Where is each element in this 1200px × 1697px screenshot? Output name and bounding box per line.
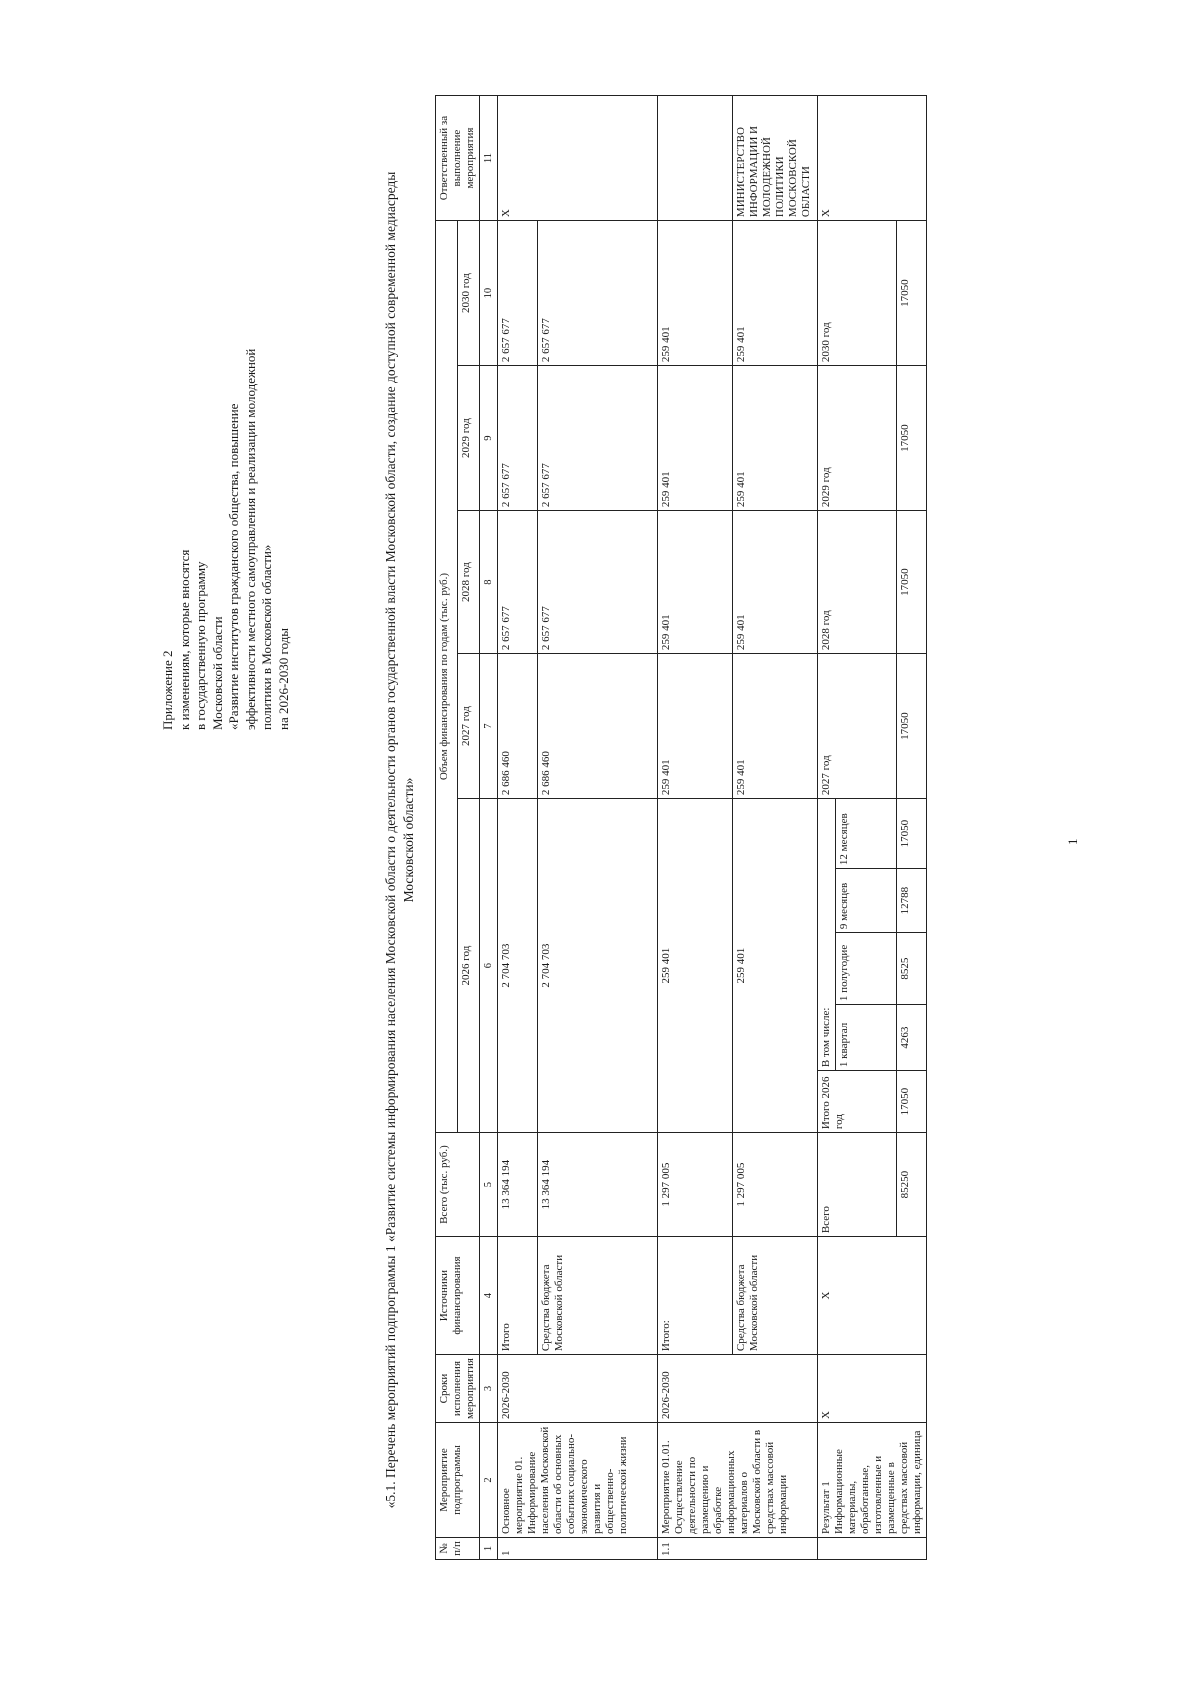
row-2030: 2 657 677 [538, 221, 658, 366]
row-2026: 259 401 [658, 799, 733, 1133]
table-row [733, 96, 818, 1560]
table-header-row [436, 96, 458, 1560]
row-2030: 259 401 [658, 221, 733, 366]
row-total: 13 364 194 [538, 1133, 658, 1237]
col-number: 1 [480, 1538, 498, 1560]
row-2027: 259 401 [658, 654, 733, 799]
row-2026: 2 704 703 [498, 799, 538, 1133]
row-responsible-blank [658, 96, 733, 221]
result-h1: 8525 [897, 933, 927, 1005]
result-itogo: 17050 [897, 1071, 927, 1133]
header-term: Сроки исполнения мероприятия [436, 1355, 480, 1423]
result-2028-label: 2028 год [818, 511, 897, 654]
header-year-2027: 2027 год [458, 654, 480, 799]
appendix-note [160, 130, 292, 730]
col-number: 5 [480, 1133, 498, 1237]
result-2027-label: 2027 год [818, 654, 897, 799]
header-funding: Объем финансирования по годам (тыс. руб.) [436, 221, 458, 1133]
row-num: 1 [498, 1538, 658, 1560]
row-2027: 2 686 460 [538, 654, 658, 799]
col-number: 4 [480, 1237, 498, 1355]
appendix-line: в государственную программу [193, 561, 208, 730]
result-9m-label: 9 месяцев [836, 869, 897, 933]
table-row [658, 96, 733, 1560]
header-year-2029: 2029 год [458, 366, 480, 511]
row-num-blank [818, 1538, 927, 1560]
row-2029: 2 657 677 [538, 366, 658, 511]
row-2026: 259 401 [733, 799, 818, 1133]
page-number: 1 [1065, 838, 1080, 845]
col-number: 6 [480, 799, 498, 1133]
row-responsible: МИНИСТЕРСТВО ИНФОРМАЦИИ И МОЛОДЕЖНОЙ ПОЛИТИКИ МОСКОВСКОЙ ОБЛАСТИ [733, 96, 818, 221]
row-2029: 2 657 677 [498, 366, 538, 511]
row-2027: 2 686 460 [498, 654, 538, 799]
row-term: Х [818, 1355, 927, 1423]
row-term: 2026-2030 [658, 1355, 818, 1423]
row-source: Средства бюджета Московской области [538, 1237, 658, 1355]
header-total: Всего (тыс. руб.) [436, 1133, 480, 1237]
table-row [538, 96, 658, 1560]
row-source: Х [818, 1237, 927, 1355]
appendix-line: эффективности местного самоуправления и реализации молодежной [242, 348, 258, 730]
row-source: Итого: [658, 1237, 733, 1355]
result-9m: 12788 [897, 869, 927, 933]
col-number: 11 [480, 96, 498, 221]
col-number: 7 [480, 654, 498, 799]
result-incl-label: В том числе: [818, 799, 836, 1071]
row-total: 13 364 194 [498, 1133, 538, 1237]
row-2029: 259 401 [733, 366, 818, 511]
row-2028: 259 401 [658, 511, 733, 654]
result-row [818, 96, 836, 1560]
row-2029: 259 401 [658, 366, 733, 511]
result-total-label: Всего [818, 1133, 897, 1237]
row-measure: Результат 1 Информационные материалы, обработанные, изготовленные и размещенные в средствах массовой информации, единица [818, 1423, 927, 1538]
row-responsible: Х [818, 96, 927, 221]
header-year-2028: 2028 год [458, 511, 480, 654]
appendix-line: Приложение 2 [160, 650, 175, 730]
row-2028: 259 401 [733, 511, 818, 654]
result-2027: 17050 [897, 654, 927, 799]
appendix-line: политики в Московской области» [259, 544, 274, 730]
row-total: 1 297 005 [658, 1133, 733, 1237]
row-measure: Основное мероприятие 01. Информирование населения Московской области об основных событиях социально-экономического развития и общественно-политической жизни [498, 1423, 658, 1538]
row-measure: Мероприятие 01.01. Осуществление деятельности по размещению и обработке информационных материалов о Московской области в средствах массовой информации [658, 1423, 818, 1538]
result-q1: 4263 [897, 1005, 927, 1071]
row-source: Итого [498, 1237, 538, 1355]
landscape-page [90, 80, 1110, 1580]
result-12m: 17050 [897, 799, 927, 869]
result-q1-label: 1 квартал [836, 1005, 897, 1071]
result-2029-label: 2029 год [818, 366, 897, 511]
header-measure: Мероприятие подпрограммы [436, 1423, 480, 1538]
column-number-row [480, 96, 498, 1560]
col-number: 3 [480, 1355, 498, 1423]
header-responsible: Ответственный за выполнение мероприятия [436, 96, 480, 221]
appendix-line: Московской области [209, 616, 225, 730]
appendix-line: к изменениям, которые вносятся [176, 549, 192, 730]
header-source: Источники финансирования [436, 1237, 480, 1355]
header-num: № п/п [436, 1538, 480, 1560]
col-number: 10 [480, 221, 498, 366]
col-number: 8 [480, 511, 498, 654]
appendix-line: «Развитие институтов гражданского общества, повышение [226, 403, 241, 730]
result-2030-label: 2030 год [818, 221, 897, 366]
result-2028: 17050 [897, 511, 927, 654]
result-total: 85250 [897, 1133, 927, 1237]
col-number: 2 [480, 1423, 498, 1538]
row-2028: 2 657 677 [538, 511, 658, 654]
row-2030: 2 657 677 [498, 221, 538, 366]
result-2030: 17050 [897, 221, 927, 366]
appendix-line: на 2026-2030 годы [275, 627, 291, 730]
result-12m-label: 12 месяцев [836, 799, 897, 869]
measures-table [435, 95, 927, 1560]
header-year-2030: 2030 год [458, 221, 480, 366]
row-2028: 2 657 677 [498, 511, 538, 654]
result-h1-label: 1 полугодие [836, 933, 897, 1005]
row-total: 1 297 005 [733, 1133, 818, 1237]
section-title: «5.1. Перечень мероприятий подпрограммы 1 «Развитие системы информирования населения Московской области о деятельности органов государственной власти Московской области, создание доступной современной медиасреды Московской области» [383, 171, 416, 1509]
row-2027: 259 401 [733, 654, 818, 799]
result-2029: 17050 [897, 366, 927, 511]
row-2026: 2 704 703 [538, 799, 658, 1133]
row-2030: 259 401 [733, 221, 818, 366]
row-num: 1.1 [658, 1538, 818, 1560]
row-term: 2026-2030 [498, 1355, 658, 1423]
row-responsible: Х [498, 96, 658, 221]
col-number: 9 [480, 366, 498, 511]
table-row [498, 96, 538, 1560]
row-source: Средства бюджета Московской области [733, 1237, 818, 1355]
result-itogo-label: Итого 2026 год [818, 1071, 897, 1133]
header-year-2026: 2026 год [458, 799, 480, 1133]
